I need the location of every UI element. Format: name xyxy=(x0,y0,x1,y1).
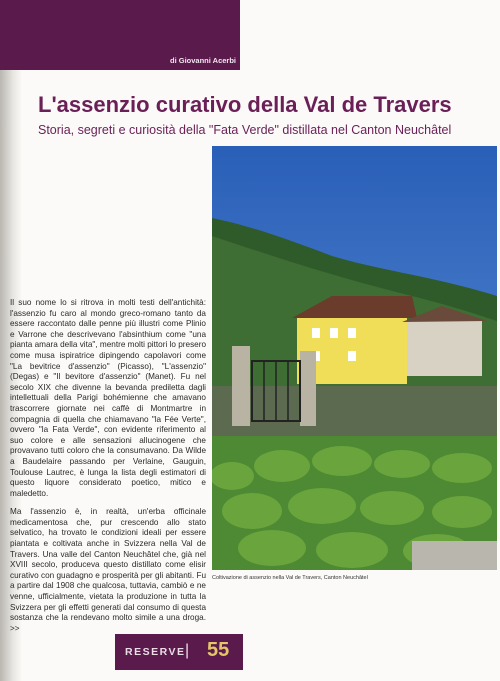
article-paragraph: Ma l'assenzio è, in realtà, un'erba officinale medicamentosa che, pur crescendo allo stato selvatico, ha trovato le condizioni ideali per essere piantata e coltivata anche in Svizzera nella Val de Travers. Una valle del Canton Neuchâtel che, già nel XVIII secolo, produceva questo distillato come elisir curativo con guadagno e prosperità per gli abitanti. Fu a partire dal 1908 che qualcosa, tuttavia, cambiò e ne venne, ufficialmente, vietata la produzione in tutta la Svizzera per gli effetti generati dal consumo di questa sostanza che la rendevano molto simile a una droga. >> xyxy=(10,507,206,633)
author-byline: di Giovanni Acerbi xyxy=(170,56,236,65)
section-name: RESERVE xyxy=(125,646,186,658)
page-footer xyxy=(115,634,243,670)
page-number: 55 xyxy=(207,639,230,661)
footer-separator: | xyxy=(185,642,190,659)
article-body xyxy=(10,298,206,642)
article-title: L'assenzio curativo della Val de Travers xyxy=(38,92,452,117)
article-paragraph: Il suo nome lo si ritrova in molti testi dell'antichità: l'assenzio fu caro al mondo greco-romano tanto da essere raccontato dalle penne più illustri come Plinio e Varrone che descrivevano l'absinthium come "una pianta amara della vita", mentre molti pittori lo presero come musa ispiratrice dipingendo capolavori come "La bevitrice d'assenzio" (Picasso), "L'assenzio" (Degas) e "Il bevitore d'assenzio" (Manet). Fu nel secolo XIX che divenne la bevanda prediletta dagli intellettuali della Parigi bohémienne che amavano trascorrere giornate nei caffè di Montmartre in compagnia di quella che chiamavano "la Fée Verte", ovvero "la Fata Verde", con evidente riferimento al suo colore e alle sensazioni allucinogene che provavano tutti coloro che la consumavano. Da Wilde a Baudelaire passando per Verlaine, Gauguin, Toulouse Lautrec, è lunga la lista degli estimatori di questo liquore considerato poetico, mitico e maledetto. xyxy=(10,298,206,498)
photo-caption: Coltivazione di assenzio nella Val de Travers, Canton Neuchâtel xyxy=(212,575,368,581)
article-subtitle: Storia, segreti e curiosità della "Fata Verde" distillata nel Canton Neuchâtel xyxy=(38,123,452,137)
absinthe-field-photo xyxy=(212,146,497,570)
